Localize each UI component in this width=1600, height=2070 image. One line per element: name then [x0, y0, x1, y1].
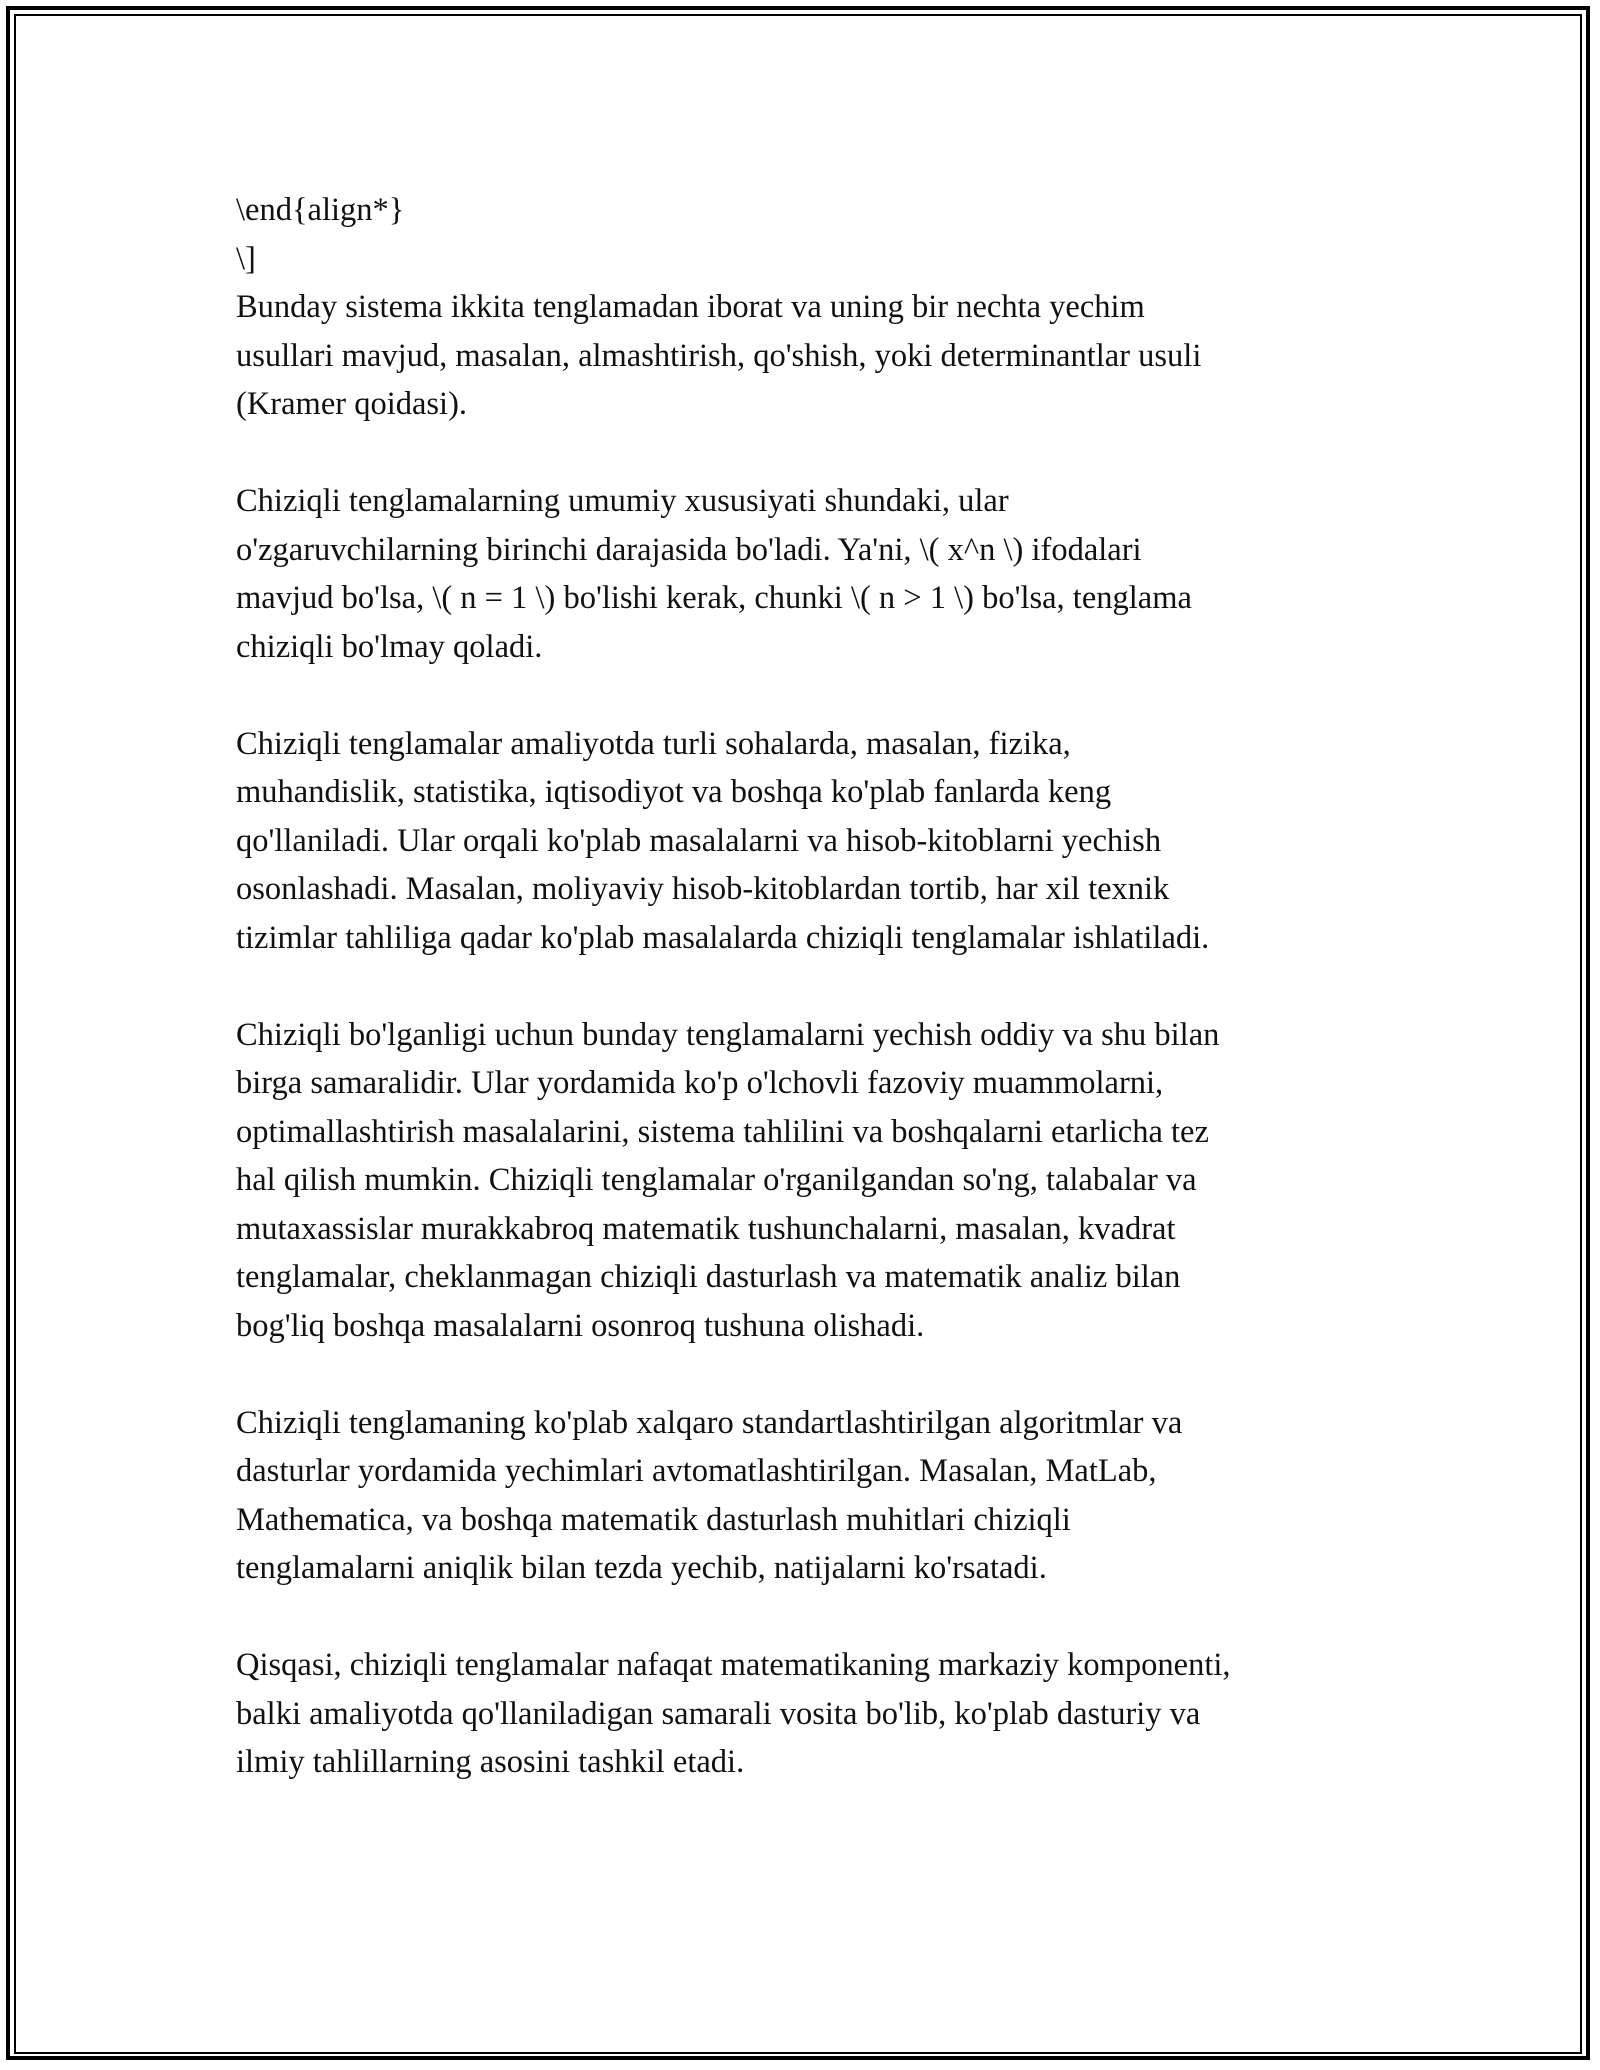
text-line: Chiziqli tenglamaning ko'plab xalqaro standartlashtirilgan algoritmlar va [236, 1404, 1183, 1441]
paragraph-summary [236, 1641, 1366, 1787]
text-line: hal qilish mumkin. Chiziqli tenglamalar o'rganilgandan so'ng, talabalar va [236, 1162, 1197, 1198]
text-line: osonlashadi. Masalan, moliyaviy hisob-kitoblardan tortib, har xil texnik [236, 871, 1170, 907]
paragraph-software [236, 1399, 1366, 1593]
text-line: qo'llaniladi. Ular orqali ko'plab masalalarni va hisob-kitoblarni yechish [236, 822, 1162, 859]
text-line: optimallashtirish masalalarini, sistema tahlilini va boshqalarni etarlicha tez [236, 1113, 1209, 1150]
text-line: tenglamalar, cheklanmagan chiziqli dasturlash va matematik analiz bilan [236, 1259, 1181, 1295]
text-line: usullari mavjud, masalan, almashtirish, qo'shish, yoki determinantlar usuli [236, 337, 1202, 374]
paragraph-applications [236, 720, 1366, 963]
text-line: Qisqasi, chiziqli tenglamalar nafaqat matematikaning markaziy komponenti, [236, 1647, 1231, 1683]
text-line: Chiziqli tenglamalarning umumiy xususiyati shundaki, ular [236, 483, 1009, 519]
text-line: mavjud bo'lsa, \( n = 1 \) bo'lishi kerak, chunki \( n > 1 \) bo'lsa, tenglama [236, 580, 1192, 616]
text-line: tizimlar tahliliga qadar ko'plab masalalarda chiziqli tenglamalar ishlatiladi. [236, 919, 1210, 956]
latex-residue-line: \] [236, 240, 256, 277]
text-line: bog'liq boshqa masalalarni osonroq tushuna olishadi. [236, 1307, 925, 1344]
text-line: mutaxassislar murakkabroq matematik tushunchalarni, masalan, kvadrat [236, 1210, 1176, 1247]
latex-residue-line: \end{align*} [236, 192, 405, 228]
document-body [236, 186, 1366, 1787]
text-line: dasturlar yordamida yechimlari avtomatlashtirilgan. Masalan, MatLab, [236, 1453, 1157, 1489]
paragraph-efficiency [236, 1011, 1366, 1351]
text-line: Chiziqli tenglamalar amaliyotda turli sohalarda, masalan, fizika, [236, 725, 1071, 762]
text-line: Chiziqli bo'lganligi uchun bunday tenglamalarni yechish oddiy va shu bilan [236, 1016, 1220, 1053]
paragraph-general-property [236, 477, 1366, 671]
paragraph-solution-methods [236, 283, 1366, 429]
text-line: o'zgaruvchilarning birinchi darajasida bo'ladi. Ya'ni, \( x^n \) ifodalari [236, 531, 1142, 568]
text-line: balki amaliyotda qo'llaniladigan samarali vosita bo'lib, ko'plab dasturiy va [236, 1695, 1201, 1732]
text-line: ilmiy tahlillarning asosini tashkil etadi. [236, 1744, 745, 1780]
text-line: tenglamalarni aniqlik bilan tezda yechib, natijalarni ko'rsatadi. [236, 1550, 1047, 1586]
text-line: muhandislik, statistika, iqtisodiyot va boshqa ko'plab fanlarda keng [236, 774, 1112, 810]
text-line: Bunday sistema ikkita tenglamadan iborat va uning bir nechta yechim [236, 289, 1145, 325]
text-line: chiziqli bo'lmay qoladi. [236, 628, 543, 665]
latex-residue-block [236, 186, 1366, 283]
text-line: (Kramer qoidasi). [236, 386, 468, 422]
text-line: Mathematica, va boshqa matematik dasturlash muhitlari chiziqli [236, 1501, 1071, 1538]
text-line: birga samaralidir. Ular yordamida ko'p o'lchovli fazoviy muammolarni, [236, 1065, 1164, 1101]
